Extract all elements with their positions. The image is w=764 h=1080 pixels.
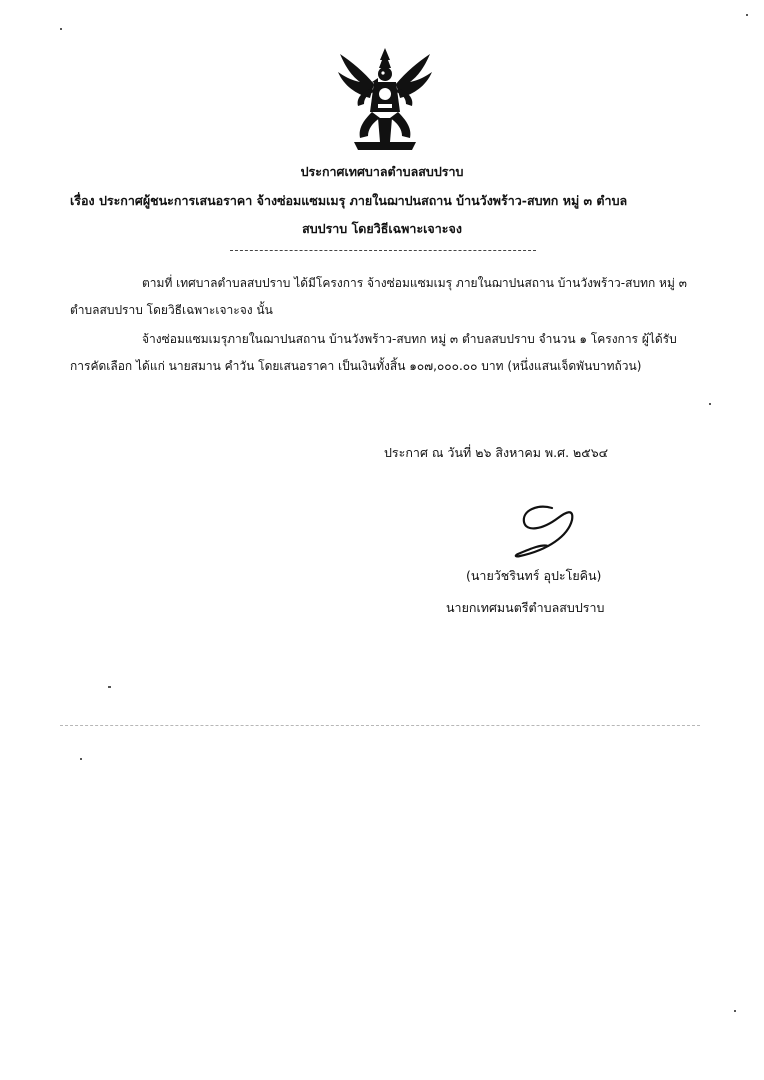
subject-line-2: สบปราบ โดยวิธีเฉพาะเจาะจง: [302, 221, 462, 236]
signer-position: นายกเทศมนตรีตำบลสบปราบ: [446, 600, 605, 615]
signer-name: (นายวัชรินทร์ อุปะโยคิน): [466, 568, 602, 583]
scan-artifact-line: [60, 725, 700, 726]
body-paragraph-2: จ้างซ่อมแซมเมรุภายในฌาปนสถาน บ้านวังพร้าว-สบทก หมู่ ๓ ตำบลสบปราบ จำนวน ๑ โครงการ ผู้ได้รับการคัดเลือก ได้แก่ นายสมาน คำวัน โดยเสนอราคา เป็นเงินทั้งสิ้น ๑๐๗,๐๐๐.๐๐ บาท (หนึ่งแสนเจ็ดพันบาทถ้วน): [70, 332, 677, 373]
scan-speck: [60, 28, 62, 30]
subject-line-1: เรื่อง ประกาศผู้ชนะการเสนอราคา จ้างซ่อมแซมเมรุ ภายในฌาปนสถาน บ้านวังพร้าว-สบทก หมู่ ๓ ตำบล: [70, 193, 628, 208]
announcement-date: ประกาศ ณ วันที่ ๒๖ สิงหาคม พ.ศ. ๒๕๖๔: [384, 445, 609, 460]
document-title: ประกาศเทศบาลตำบลสบปราบ: [300, 164, 464, 179]
scan-speck: [709, 403, 711, 405]
garuda-emblem-icon: [334, 42, 436, 152]
scan-speck: [734, 1010, 736, 1012]
handwritten-signature: [508, 500, 582, 562]
body-paragraph-1: ตามที่ เทศบาลตำบลสบปราบ ได้มีโครงการ จ้างซ่อมแซมเมรุ ภายในฌาปนสถาน บ้านวังพร้าว-สบทก หมู่ ๓ ตำบลสบปราบ โดยวิธีเฉพาะเจาะจง นั้น: [70, 276, 687, 317]
heading-divider: [230, 250, 536, 251]
scan-speck: [108, 686, 111, 688]
scan-speck: [746, 14, 748, 16]
scan-speck: [80, 758, 82, 760]
